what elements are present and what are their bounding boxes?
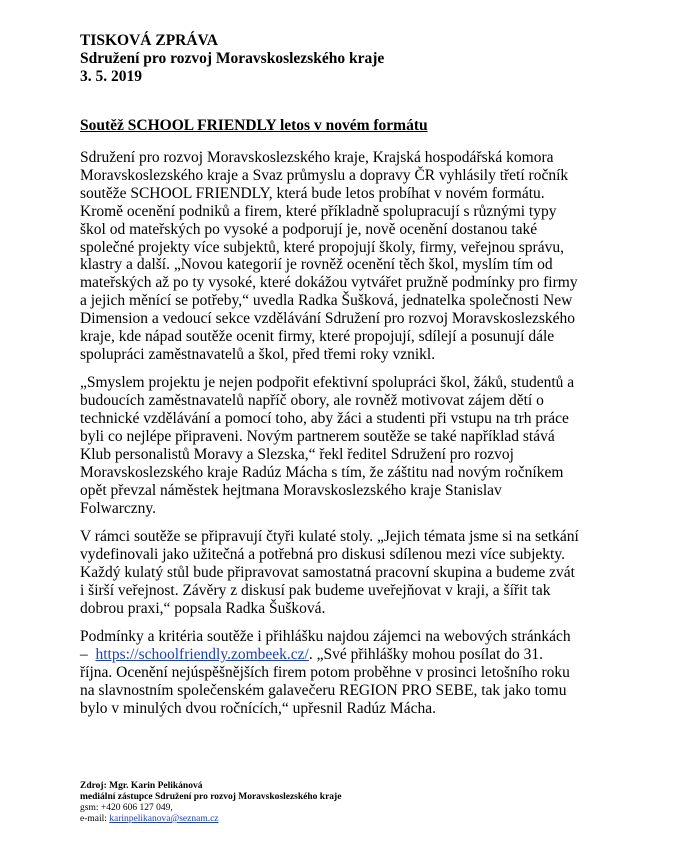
text-line: kraje, kde nápad soutěže ocenit firmy, které propojují, sdílejí a posunují dále (80, 328, 555, 346)
document-type-label: TISKOVÁ ZPRÁVA (80, 32, 218, 49)
text-line: byli co nejlépe připraveni. Novým partnerem soutěže se také například stává (80, 428, 555, 446)
footer-email-link[interactable]: karinpelikanova@seznam.cz (109, 814, 219, 824)
text-line: dobrou praxi,“ popsala Radka Šušková. (80, 599, 326, 617)
paragraph-3 (80, 528, 600, 618)
text-line: společné projekty více subjektů, které propojují školy, firmy, veřejnou správu, (80, 238, 564, 256)
text-line: spolupráci zaměstnavatelů a škol, před třemi roky vznikl. (80, 345, 436, 363)
footer-role: mediální zástupce Sdružení pro rozvoj Moravskoslezského kraje (80, 792, 342, 802)
text-line: technické vzdělávání a pomocí toho, aby žáci a studenti při vstupu na trh práce (80, 410, 569, 428)
footer-source: Zdroj: Mgr. Karin Pelikánová (80, 781, 203, 791)
text-line: Sdružení pro rozvoj Moravskoslezského kraje, Krajská hospodářská komora (80, 149, 554, 166)
footer-email-label: e-mail: (80, 814, 110, 824)
text-line: mateřských až po ty vysoké, které dokážou vytvářet pružně podmínky pro firmy (80, 274, 578, 292)
text-line: na slavnostním společenském galavečeru REGION PRO SEBE, tak jako tomu (80, 681, 567, 699)
contact-footer (80, 781, 341, 825)
text-line-with-link (80, 646, 600, 664)
text-line: Folwarczny. (80, 499, 157, 517)
text-line: V rámci soutěže se připravují čtyři kulaté stoly. „Jejich témata jsme si na setkání (80, 528, 579, 546)
text-line: Moravskoslezského kraje Radúz Mácha s tím, že záštitu nad novým ročníkem (80, 463, 564, 481)
text-line: škol od mateřských po vysoké a podporují je, nově ocenění dostanou také (80, 220, 538, 238)
text-line: Klub personalistů Moravy a Slezska,“ řekl ředitel Sdružení pro rozvoj (80, 446, 514, 463)
text-line: i širší veřejnost. Závěry z diskusí pak budeme uveřejňovat v kraji, a šířit tak (80, 581, 551, 599)
paragraph-4 (80, 628, 600, 718)
text-line: soutěže SCHOOL FRIENDLY, která bude letos probíhat v novém formátu. (80, 184, 545, 202)
text-line: Kromě ocenění podniků a firem, které příkladně spolupracují s různými typy (80, 202, 557, 220)
text-line: budoucích zaměstnavatelů napříč obory, ale rovněž motivovat zájem dětí o (80, 392, 544, 410)
text-line: Každý kulatý stůl bude připravovat samostatná pracovní skupina a budeme zvát (80, 563, 575, 581)
article-body (80, 149, 600, 728)
article-title: Soutěž SCHOOL FRIENDLY letos v novém formátu (80, 117, 428, 134)
text-line: opět převzal náměstek hejtmana Moravskoslezského kraje Stanislav (80, 481, 502, 499)
text-line: Podmínky a kritéria soutěže i přihlášku najdou zájemci na webových stránkách (80, 628, 571, 646)
text-line-rest: . „Své přihlášky mohou posílat do 31. (308, 646, 544, 664)
organization-name: Sdružení pro rozvoj Moravskoslezského kraje (80, 50, 385, 67)
footer-email-line (80, 814, 341, 825)
text-line: a jejich měnící se potřeby,“ uvedla Radka Šušková, jednatelka společnosti New (80, 292, 573, 310)
text-line: Moravskoslezského kraje a Svaz průmyslu a dopravy ČR vyhlásily třetí ročník (80, 166, 569, 184)
text-line: klastry a další. „Novou kategorií je rovněž ocenění těch škol, myslím tím od (80, 256, 553, 274)
document-header (80, 32, 384, 86)
text-line: „Smyslem projektu je nejen podpořit efektivní spolupráci škol, žáků, studentů a (80, 374, 575, 392)
paragraph-1 (80, 149, 600, 364)
footer-phone: gsm: +420 606 127 049, (80, 803, 173, 813)
text-line: vydefinovali jako užitečná a potřebná pro diskusi sdílenou mezi více subjekty. (80, 546, 565, 564)
text-line: Dimension a vedoucí sekce vzdělávání Sdružení pro rozvoj Moravskoslezského (80, 310, 575, 328)
competition-website-link[interactable]: https://schoolfriendly.zombeek.cz/ (95, 646, 309, 664)
text-line: října. Ocenění nejúspěšnějších firem potom proběhne v prosinci letošního roku (80, 663, 570, 681)
dash: – (80, 646, 88, 664)
text-line: bylo v minulých dvou ročnících,“ upřesnil Radúz Mácha. (80, 699, 436, 717)
paragraph-2 (80, 374, 600, 517)
release-date: 3. 5. 2019 (80, 68, 142, 85)
